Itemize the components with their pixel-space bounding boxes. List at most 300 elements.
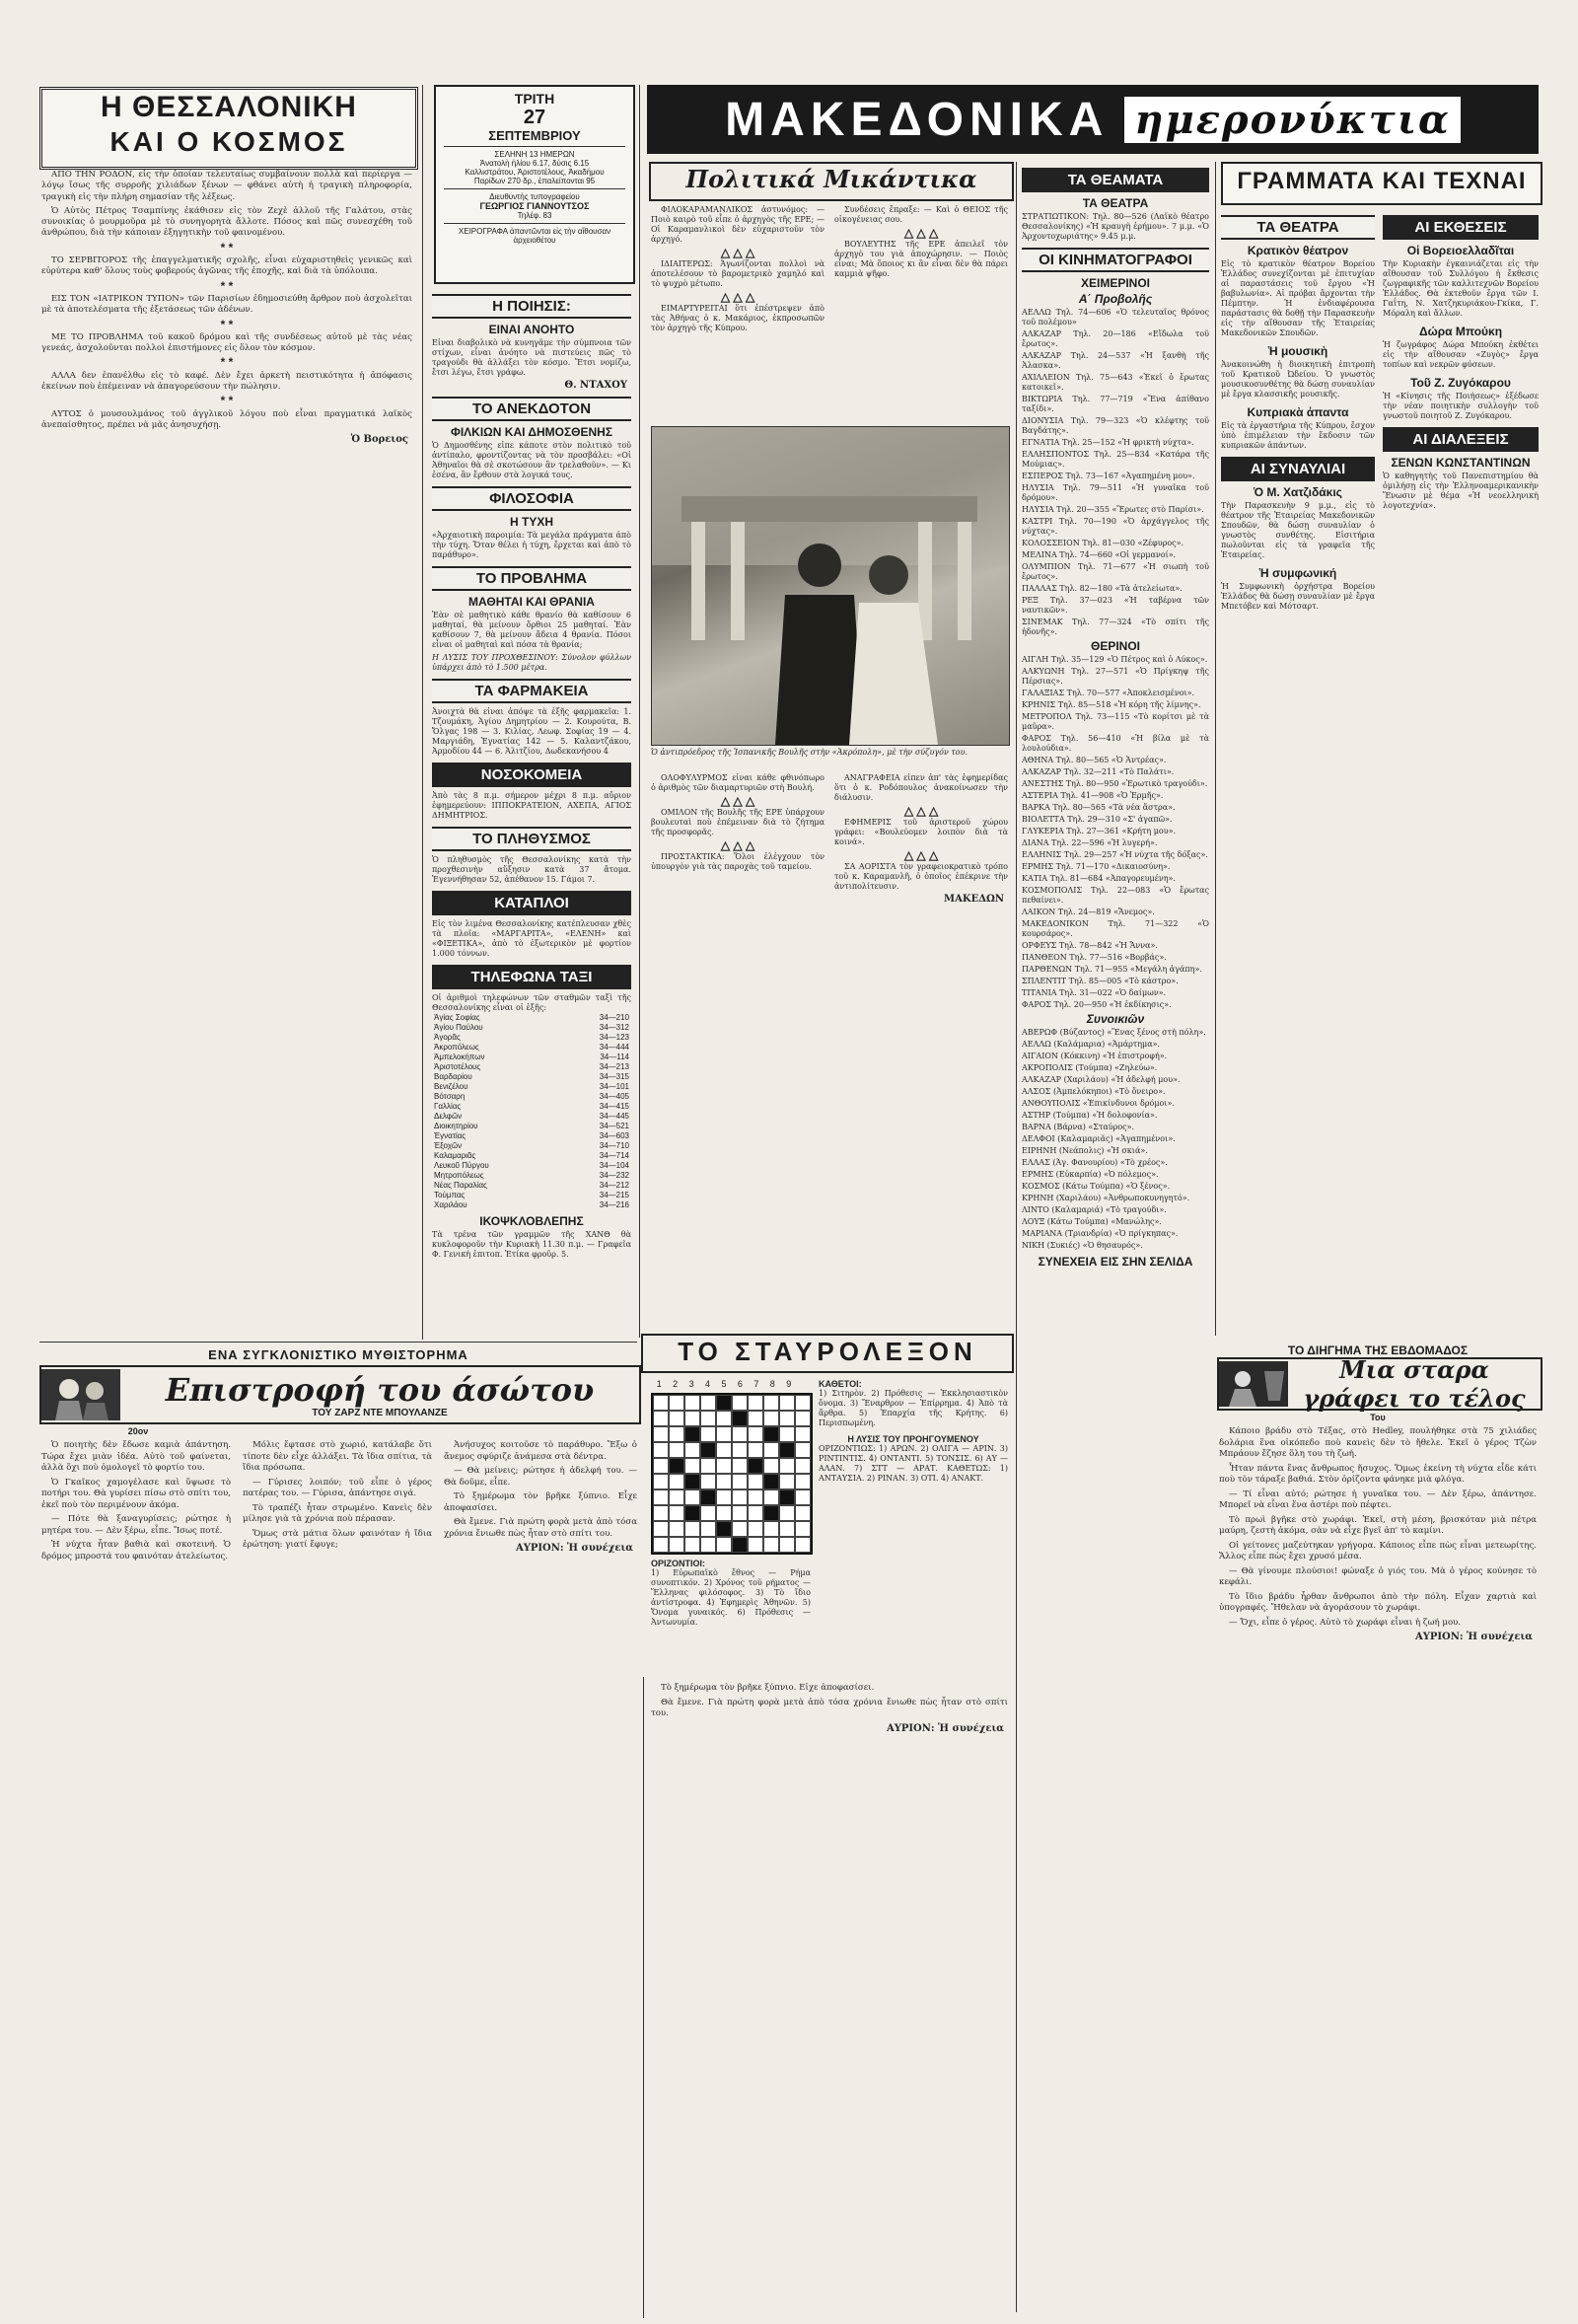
lectures-text: Ὁ καθηγητὴς τοῦ Πανεπιστημίου θὰ ὁμιλήσῃ εἰς τὴν Ἑλληνοαμερικανικὴν Ἕνωσιν μὲ θέμα «Ἡ νεοελληνικὴ λογοτεχνία». bbox=[1383, 472, 1539, 510]
summer-cinemas-list bbox=[1022, 655, 1209, 1010]
serial-col3 bbox=[444, 1440, 637, 2312]
taxi-phone: 34—210 bbox=[599, 1013, 629, 1022]
crossword-cell[interactable] bbox=[653, 1411, 669, 1426]
taxi-row bbox=[432, 1191, 631, 1200]
crossword-cell[interactable] bbox=[795, 1537, 811, 1553]
crossword-heading-box bbox=[641, 1334, 1014, 1373]
crossword-cell[interactable] bbox=[732, 1489, 748, 1505]
crossword-cell[interactable] bbox=[684, 1442, 700, 1458]
taxi-row bbox=[432, 1131, 631, 1141]
crossword-cell[interactable] bbox=[700, 1458, 716, 1474]
crossword-cell[interactable] bbox=[795, 1505, 811, 1521]
separator: △ △ △ bbox=[720, 794, 755, 808]
crossword-cell[interactable] bbox=[748, 1537, 763, 1553]
cinema-listing: ΑΘΗΝΑ Τηλ. 80—565 «Ὁ Ἀντρέας». bbox=[1022, 756, 1167, 764]
taxi-station: Δελφῶν bbox=[434, 1112, 463, 1121]
crossword-heading: ΤΟ ΣΤΑΥΡΟΛΕΞΟΝ bbox=[678, 1337, 977, 1366]
crossword-number: 4 bbox=[705, 1379, 711, 1389]
crossword-cell bbox=[684, 1505, 700, 1521]
crossword-cell[interactable] bbox=[763, 1442, 779, 1458]
crossword-cell[interactable] bbox=[700, 1474, 716, 1489]
politika-col2 bbox=[834, 205, 1008, 420]
crossword-cell[interactable] bbox=[700, 1505, 716, 1521]
crossword-cell bbox=[748, 1458, 763, 1474]
crossword-cell[interactable] bbox=[716, 1442, 732, 1458]
director-label: Διευθυντὴς τυπογραφείου bbox=[489, 192, 580, 201]
left-article-paragraph: ΜΕ ΤΟ ΠΡΟΒΛΗΜΑ τοῦ κακοῦ δρόμου καὶ τῆς συνδέσεως αὐτοῦ μὲ τὰς νέας γενεάς, ἀσχολοῦνται πολλοὶ ἐπιστήμονες εἰς ὅλον τὸν κόσμον. bbox=[41, 331, 412, 354]
masthead-part2: ημερονύκτια bbox=[1124, 97, 1461, 143]
crossword-cell[interactable] bbox=[763, 1537, 779, 1553]
politika-item: ΑΝΑΓΡΑΦΕΙΑ εἶπεν ἀπ' τὰς ἐφημερίδας ὅτι ὁ κ. Ροδόπουλος ἀνακοίνωσεν τὴν διάλυσιν. bbox=[834, 773, 1008, 802]
politika-item: ΣΑ ΑΟΡΙΣΤΑ τὸν γραφειοκρατικὸ τρόπο τοῦ κ. Καραμανλῆ, ὁ ὁποῖος ἐπέκρινε τὴν ἀντιπολίτευσιν. bbox=[834, 862, 1008, 891]
grammata-theater-text: Εἰς τὸ κρατικὸν θέατρον Βορείου Ἑλλάδος συνεχίζονται μὲ ἐπιτυχίαν αἱ παραστάσεις τοῦ ἔργου «Ἡ βαβυλωνία». Αἱ πρόβαι ἄρχονται τὴν Πέμπτην. Ἡ ἐνδιαφέρουσα παράστασις θὰ δοθῇ τὴν Παρασκευὴν εἰς τὴν αἴθουσαν τῆς Ἑταιρείας Μακεδονικῶν Σπουδῶν. bbox=[1221, 259, 1375, 337]
cinema-listing: ΒΙΟΛΕΤΤΑ Τηλ. 29—310 «Σ' ἀγαπῶ». bbox=[1022, 815, 1173, 824]
problem-heading: ΤΟ ΠΡΟΒΛΗΜΑ bbox=[432, 566, 631, 591]
left-article-signature: Ὁ Βορειος bbox=[350, 434, 408, 446]
crossword-cell[interactable] bbox=[732, 1426, 748, 1442]
crossword-cell[interactable] bbox=[748, 1505, 763, 1521]
cinema-listing: ΑΧΙΛΛΕΙΟΝ Τηλ. 75—643 «Ἐκεῖ ὁ ἔρωτας κατοικεῖ». bbox=[1022, 373, 1209, 392]
cinemas-heading: ΟΙ ΚΙΝΗΜΑΤΟΓΡΑΦΟΙ bbox=[1022, 248, 1209, 272]
cinema-listing: ΦΑΡΟΣ Τηλ. 56—410 «Ἡ βίλα μὲ τὰ λουλούδια». bbox=[1022, 734, 1209, 753]
taxi-station: Ἀμπελοκήπων bbox=[434, 1053, 485, 1061]
crossword-cell[interactable] bbox=[700, 1537, 716, 1553]
taxi-station: Γαλλίας bbox=[434, 1102, 462, 1111]
politika-item: ΕΙΜΑΡΤΥΡΕΙΤΑΙ ὅτι ἐπέστρεψεν ἀπὸ τὰς Ἀθήνας ὁ κ. Μακάριος, ἐκπροσωπῶν τὸν ἀρχηγὸ τῆς Κύπρου. bbox=[651, 304, 825, 332]
painting-text: Ἡ ζωγράφος Δώρα Μπούκη ἐκθέτει εἰς τὴν αἴθουσαν «Ζυγὸς» ἔργα τοπίων καὶ νεκρῶν φύσεων. bbox=[1383, 340, 1539, 369]
down-heading: ΚΑΘΕΤΟΙ: bbox=[819, 1379, 862, 1389]
crossword-cell[interactable] bbox=[779, 1474, 795, 1489]
crossword-cell[interactable] bbox=[653, 1458, 669, 1474]
cinema-listing: ΑΛΚΑΖΑΡ Τηλ. 32—211 «Τὸ Παλάτι». bbox=[1022, 767, 1175, 776]
story-next: ΑΥΡΙΟΝ: Ἡ συνέχεια bbox=[1414, 1632, 1533, 1642]
crossword-cell bbox=[779, 1489, 795, 1505]
serial-col1 bbox=[41, 1440, 231, 2312]
crossword-cell[interactable] bbox=[653, 1505, 669, 1521]
across-clues: 1) Εὐρωπαϊκὸ ἔθνος — Ρήμα συνοπτικόν. 2) Χρόνος τοῦ ρήματος — Ἕλληνας φιλόσοφος. 3) Τὸ ἴδιο ἀντίστροφα. 4) Ἐφημερὶς Ἀθηνῶν. 5) Ὄνομα γυναικός. 6) Πρόθεσις — Ἀντωνυμία. bbox=[651, 1568, 811, 1627]
director-phone: Τηλέφ. 83 bbox=[517, 211, 552, 220]
taxi-row bbox=[432, 1013, 631, 1023]
crossword-cell[interactable] bbox=[779, 1426, 795, 1442]
politika-item: ΠΡΟΣΤΑΚΤΙΚΑ: Ὅλοι ἐλέγχουν τὸν ὑπουργὸν γιὰ τὰς παροχὰς τοῦ ταμείου. bbox=[651, 852, 825, 871]
cinema-listing: ΡΕΞ Τηλ. 37—023 «Ἡ ταβέρνα τῶν ναυτικῶν». bbox=[1022, 596, 1209, 615]
politika-item: ΕΦΗΜΕΡΙΣ τοῦ ἀριστεροῦ χώρου γράφει: «Βουλεύομεν λοιπὸν διὰ τὰ κοινά». bbox=[834, 818, 1008, 846]
crossword-cell[interactable] bbox=[669, 1537, 684, 1553]
taxi-table-body bbox=[432, 1013, 631, 1210]
serial-paragraph: Ἡ νύχτα ἦταν βαθιὰ καὶ σκοτεινή. Ὁ δρόμος μπροστά του φαινόταν ἀτελείωτος. bbox=[41, 1540, 231, 1561]
taxi-row bbox=[432, 1053, 631, 1062]
taxi-phone: 34—415 bbox=[599, 1102, 629, 1111]
crossword-cell[interactable] bbox=[716, 1426, 732, 1442]
cinema-listing: ΕΛΛΗΣΠΟΝΤΟΣ Τηλ. 25—834 «Κατάρα τῆς Μούμιας». bbox=[1022, 450, 1209, 469]
crossword-cell[interactable] bbox=[669, 1395, 684, 1411]
crossword-grid[interactable] bbox=[651, 1393, 813, 1555]
politika-item: Συνδέσεις ἔπραξε: — Καὶ ὁ ΘΕΙΟΣ τῆς οἰκογένειας σου. bbox=[834, 205, 1008, 224]
day-number: 27 bbox=[523, 107, 546, 128]
crossword-cell[interactable] bbox=[748, 1426, 763, 1442]
taxi-phone: 34—405 bbox=[599, 1092, 629, 1101]
crossword-cell[interactable] bbox=[700, 1411, 716, 1426]
cinema-listing: ΑΙΓΑΙΟΝ (Κόκκινη) «Ἡ ἐπιστροφή». bbox=[1022, 1052, 1168, 1060]
crossword-cell[interactable] bbox=[684, 1521, 700, 1537]
hospitals-heading: ΝΟΣΟΚΟΜΕΙΑ bbox=[432, 763, 631, 787]
taxi-station: Ἀριστοτέλους bbox=[434, 1062, 481, 1071]
separator: △ △ △ bbox=[720, 246, 755, 259]
music-text: Ἀνακοινώθη ἡ διοικητικὴ ἐπιτροπὴ τοῦ Κρατικοῦ Ὠδείου. Ὁ γνωστὸς μουσικοσυνθέτης θὰ δώσῃ συναυλίαν μὲ ἔργα κλασσικῆς μουσικῆς. bbox=[1221, 360, 1375, 399]
crossword-cell[interactable] bbox=[732, 1442, 748, 1458]
cinema-listing: ΑΛΣΟΣ (Ἀμπελόκηποι) «Τὸ ὄνειρο». bbox=[1022, 1087, 1166, 1096]
story-paragraph: — Ὄχι, εἶπε ὁ γέρος. Αὐτὸ τὸ χωράφι εἶναι ἡ ζωή μου. bbox=[1229, 1617, 1462, 1628]
left-article bbox=[41, 170, 412, 1334]
crossword-cell[interactable] bbox=[795, 1521, 811, 1537]
anecdote-text: Ὁ Δημοσθένης εἶπε κάποτε στὸν πολιτικὸ τοῦ ἀντίπαλο, φροντίζοντας νὰ τὸν προσβάλει: «Οἱ Ἀθηναῖοι θὰ σὲ σκοτώσουν ἂν τρελαθοῦν». — Κι ἐσένα, ἂν ἔρθουν στὰ λογικά τους. bbox=[432, 441, 631, 479]
lectures-subheading: ΣΕΝΩΝ ΚΩΝΣΤΑΝΤΙΝΩΝ bbox=[1391, 456, 1531, 470]
crossword-cell[interactable] bbox=[716, 1537, 732, 1553]
anecdote-heading: ΤΟ ΑΝΕΚΔΟΤΟΝ bbox=[432, 397, 631, 421]
population-text: Ὁ πληθυσμὸς τῆς Θεσσαλονίκης κατὰ τὴν προχθεσινὴν αὔξησιν κατὰ 37 ἄτομα. Ἐγεννήθησαν 52, ἀπέθανον 15. Γάμοι 7. bbox=[432, 855, 631, 884]
cinema-listing: ΕΛΛΑΣ (Ἀγ. Φανουρίου) «Τὸ χρέος». bbox=[1022, 1158, 1168, 1167]
serial-paragraph: — Γύρισες λοιπόν; τοῦ εἶπε ὁ γέρος πατέρας του. — Γύρισα, ἀπάντησε σιγά. bbox=[243, 1477, 432, 1498]
taxi-row bbox=[432, 1161, 631, 1171]
poetry-subheading: ΕΙΝΑΙ ΑΝΟΗΤΟ bbox=[488, 323, 575, 336]
crossword-number: 2 bbox=[673, 1379, 679, 1389]
crossword-cell[interactable] bbox=[763, 1458, 779, 1474]
winter-heading: ΧΕΙΜΕΡΙΝΟΙ bbox=[1080, 276, 1150, 290]
crossword-cell[interactable] bbox=[716, 1458, 732, 1474]
crossword-cell[interactable] bbox=[779, 1521, 795, 1537]
cinema-listing: ΕΡΜΗΣ (Εὐκαρπία) «Ὁ πόλεμος». bbox=[1022, 1170, 1159, 1179]
crossword-cell[interactable] bbox=[795, 1458, 811, 1474]
cinema-listing: ΛΙΝΤΟ (Καλαμαριά) «Τὸ τραγούδι». bbox=[1022, 1205, 1167, 1214]
exhibits-heading: ΑΙ ΕΚΘΕΣΕΙΣ bbox=[1383, 215, 1539, 240]
politika-item: ΟΛΟΦΥΛΥΡΜΟΣ εἶναι κάθε φθινόπωρο ὁ ἀριθμὸς τῶν διαμαρτυριῶν στὴ Βουλή. bbox=[651, 773, 825, 792]
crossword-cell[interactable] bbox=[748, 1521, 763, 1537]
cinema-listing: ΣΙΝΕΜΑΚ Τηλ. 77—324 «Τὸ σπίτι τῆς ἡδονῆς». bbox=[1022, 617, 1209, 636]
crossword-cell[interactable] bbox=[748, 1442, 763, 1458]
crossword-cell[interactable] bbox=[748, 1395, 763, 1411]
crossword-cell[interactable] bbox=[684, 1489, 700, 1505]
crossword-cell[interactable] bbox=[700, 1395, 716, 1411]
crossword-cell[interactable] bbox=[779, 1537, 795, 1553]
crossword-cell[interactable] bbox=[716, 1474, 732, 1489]
cinema-listing: ΒΑΡΝΑ (Βάρνα) «Σταύρος». bbox=[1022, 1123, 1135, 1131]
poetry-heading: Η ΠΟΙΗΣΙΣ: bbox=[432, 294, 631, 319]
taxi-phone: 34—444 bbox=[599, 1043, 629, 1052]
crossword-cell[interactable] bbox=[684, 1458, 700, 1474]
taxi-station: Βαρδαρίου bbox=[434, 1072, 472, 1081]
crossword-cell[interactable] bbox=[795, 1395, 811, 1411]
serial-paragraph: Ὁ ποιητὴς δὲν ἔδωσε καμιὰ ἀπάντηση. Τώρα ἔχει μιὰν ἰδέα. Αὐτὸ τοῦ φαίνεται, ἀλλὰ ὅχι ποὺ ὁμολογεῖ τὸ φορτίο του. bbox=[41, 1440, 231, 1473]
cinema-listing: ΔΙΑΝΑ Τηλ. 22—596 «Ἡ λυγερή». bbox=[1022, 838, 1158, 847]
serial-label: ΕΝΑ ΣΥΓΚΛΟΝΙΣΤΙΚΟ ΜΥΘΙΣΤΟΡΗΜΑ bbox=[208, 1347, 468, 1362]
taxi-row bbox=[432, 1072, 631, 1082]
politika-heading-box bbox=[649, 162, 1014, 201]
section-separator: * * bbox=[220, 355, 234, 370]
taxi-intro: Οἱ ἀριθμοὶ τηλεφώνων τῶν σταθμῶν ταξὶ τῆς Θεσσαλονίκης εἶναι οἱ ἑξῆς: bbox=[432, 993, 631, 1012]
crossword-cell[interactable] bbox=[669, 1521, 684, 1537]
taxi-station: Ἐξοχῶν bbox=[434, 1141, 463, 1150]
taxi-station: Βότσαρη bbox=[434, 1092, 466, 1101]
divider bbox=[444, 188, 625, 189]
crossword-cell[interactable] bbox=[795, 1489, 811, 1505]
taxi-row bbox=[432, 1171, 631, 1181]
story-paragraph: Οἱ γείτονες μαζεύτηκαν γρήγορα. Κάποιος εἶπε πὼς εἶναι μετεωρίτης. Ἄλλος εἶπε πὼς ἔχει χρυσό μέσα. bbox=[1219, 1540, 1537, 1561]
taxi-phone: 34—104 bbox=[599, 1161, 629, 1170]
crossword-cell[interactable] bbox=[716, 1505, 732, 1521]
crossword-cell[interactable] bbox=[795, 1426, 811, 1442]
taxi-station: Καλαμαριᾶς bbox=[434, 1151, 476, 1160]
crossword-cell[interactable] bbox=[748, 1411, 763, 1426]
crossword-cell[interactable] bbox=[653, 1426, 669, 1442]
crossword-cell[interactable] bbox=[669, 1442, 684, 1458]
across-heading: ΟΡΙΖΟΝΤΙΟΙ: bbox=[651, 1559, 705, 1568]
exhibits-subheading: Οἱ Βορειοελλαδῖται bbox=[1406, 244, 1515, 257]
crossword-cell bbox=[716, 1395, 732, 1411]
crossword-cell[interactable] bbox=[653, 1442, 669, 1458]
cinema-listing: ΑΛΚΑΖΑΡ (Χαριλάου) «Ἡ ἀδελφή μου». bbox=[1022, 1075, 1181, 1084]
politika-photo bbox=[651, 426, 1010, 746]
summer-heading: ΘΕΡΙΝΟΙ bbox=[1090, 639, 1140, 653]
crossword-clues-down bbox=[819, 1379, 1008, 1675]
cinema-listing: ΣΠΛΕΝΤΙΤ Τηλ. 85—005 «Τὸ κάστρο». bbox=[1022, 977, 1179, 985]
cinema-listing: ΜΑΚΕΔΟΝΙΚΟΝ Τηλ. 71—322 «Ὁ κουρσάρος». bbox=[1022, 919, 1209, 938]
serial-heading-box bbox=[39, 1365, 641, 1424]
theaters-column bbox=[1022, 162, 1209, 2312]
taxi-phone: 34—114 bbox=[600, 1053, 629, 1061]
crossword-cell[interactable] bbox=[732, 1474, 748, 1489]
left-article-paragraph: Ὁ Αὐτὸς Πέτρος Τσαμπίνης ἐκάθισεν εἰς τὸν Ζεχὲ ἀλλοῦ τῆς Γαλάτου, στὰς συνοικίας ὁ μουρμοῦρα μὲ τὸ συνηγορητὰ ἄλλοτε. Πόσος καὶ πῶς συνεσχέθη τοῦ ἀνθρώπου, διὰ τὴν κάποιαν ἐξηγητικὴν τοῦ φαινομένου. bbox=[41, 205, 412, 239]
crossword-cell[interactable] bbox=[669, 1489, 684, 1505]
separator: △ △ △ bbox=[903, 848, 939, 862]
photo-figures-icon bbox=[652, 427, 1009, 745]
crossword-cell[interactable] bbox=[669, 1411, 684, 1426]
weekly-story-label: ΤΟ ΔΙΗΓΗΜΑ ΤΗΣ ΕΒΔΟΜΑΔΟΣ bbox=[1287, 1344, 1469, 1357]
cinema-listing: ΒΑΡΚΑ Τηλ. 80—565 «Τὰ νέα ἄστρα». bbox=[1022, 803, 1176, 812]
weekday: ΤΡΙΤΗ bbox=[514, 91, 555, 107]
subscription-price: Παρίδων 270 δρ., ἑπαλείπονται 95 bbox=[473, 177, 596, 185]
cinema-listing: ΕΓΝΑΤΙΑ Τηλ. 25—152 «Ἡ φρικτὴ νύχτα». bbox=[1022, 438, 1194, 447]
cinema-listing: ΑΛΚΑΖΑΡ Τηλ. 24—537 «Ἡ ξανθὴ τῆς Ἀλασκα». bbox=[1022, 351, 1209, 370]
crossword-number: 7 bbox=[753, 1379, 759, 1389]
story-paragraph: Κάποιο βράδυ στὸ Τέξας, στὸ Hedley, πουλήθηκε στὰ 75 χιλιάδες δολάρια ἕνα οἰκόπεδο ποὺ κανεὶς δὲν τὸ ἤθελε. Ἐκεῖ ὁ γέρος Τζὼν Μπράουν ἔζησε ὅλη του τὴ ζωή. bbox=[1219, 1426, 1537, 1459]
separator: △ △ △ bbox=[720, 838, 755, 852]
grammata-theater-subheading: Κρατικὸν θέατρον bbox=[1247, 244, 1349, 257]
taxi-phone: 34—101 bbox=[599, 1082, 629, 1091]
cinema-listing: ΕΙΡΗΝΗ (Νεάπολις) «Ἡ σκιά». bbox=[1022, 1146, 1148, 1155]
masthead-part1: ΜΑΚΕΔΟΝΙΚΑ bbox=[725, 93, 1110, 146]
theaters-intro: ΣΤΡΑΤΙΩΤΙΚΟΝ: Τηλ. 80—526 (Λαϊκὸ θέατρο Θεσσαλονίκης) «Ἡ κραυγὴ ἐρήμου». 7 μ.μ. «Ὁ Ἀρχοντοχωριάτης» 9.45 μ.μ. bbox=[1022, 212, 1209, 241]
taxi-station: Ἐγνατίας bbox=[434, 1131, 466, 1140]
taxi-station: Τούμπας bbox=[434, 1191, 466, 1199]
serial-illustration-icon bbox=[41, 1369, 120, 1420]
taxi-row bbox=[432, 1151, 631, 1161]
taxi-phone: 34—215 bbox=[599, 1191, 629, 1199]
crossword-cell[interactable] bbox=[748, 1474, 763, 1489]
taxi-row bbox=[432, 1043, 631, 1053]
crossword-cell[interactable] bbox=[684, 1395, 700, 1411]
taxi-station: Ἀγορᾶς bbox=[434, 1033, 461, 1042]
cinema-listing: ΤΙΤΑΝΙΑ Τηλ. 31—022 «Ὁ δαίμων». bbox=[1022, 988, 1167, 997]
taxi-row bbox=[432, 1023, 631, 1033]
crossword-cell[interactable] bbox=[669, 1505, 684, 1521]
politika-item: ΒΟΥΛΕΥΤΗΣ τῆς ΕΡΕ ἀπειλεῖ τὸν ἀρχηγὸ του γιὰ ἀποχώρησιν. — Ποιὸς εἶναι; Μὰ ὅποιος κι ἂν εἶναι δὲν θὰ πάρει καμμιὰ ψῆφο. bbox=[834, 240, 1008, 278]
taxi-heading: ΤΗΛΕΦΩΝΑ ΤΑΞΙ bbox=[432, 965, 631, 989]
crossword-cell[interactable] bbox=[795, 1411, 811, 1426]
crossword-cell[interactable] bbox=[763, 1395, 779, 1411]
cinema-listing: ΜΕΤΡΟΠΟΛ Τηλ. 73—115 «Τὸ κορίτσι μὲ τὰ μαῦρα». bbox=[1022, 712, 1209, 731]
serial-paragraph: Μόλις ἔφτασε στὸ χωριό, κατάλαβε ὅτι τίποτε δὲν εἶχε ἀλλάξει. Τὰ ἴδια σπίτια, τὰ ἴδια πρόσωπα. bbox=[243, 1440, 432, 1473]
problem-subheading: ΜΑΘΗΤΑΙ ΚΑΙ ΘΡΑΝΙΑ bbox=[468, 595, 595, 609]
suburbs-cinemas-list bbox=[1022, 1028, 1209, 1251]
mid-column bbox=[432, 288, 631, 1334]
taxi-station: Μητροπόλεως bbox=[434, 1171, 484, 1180]
politika-col2b bbox=[834, 773, 1008, 1286]
crossword-cell[interactable] bbox=[700, 1426, 716, 1442]
crossword-cell bbox=[716, 1521, 732, 1537]
taxi-station: Ἁγίας Σοφίας bbox=[434, 1013, 480, 1022]
director-name: ΓΕΩΡΓΙΟΣ ΓΙΑΝΝΟΥΤΣΟΣ bbox=[479, 201, 590, 211]
crossword-cell[interactable] bbox=[732, 1395, 748, 1411]
cinema-listing: ΗΛΥΣΙΑ Τηλ. 20—355 «Ἔρωτες στὸ Παρίσι». bbox=[1022, 505, 1204, 514]
crossword-cell[interactable] bbox=[653, 1537, 669, 1553]
moon-phase: ΣΕΛΗΝΗ 13 ΗΜΕΡΩΝ bbox=[494, 150, 575, 159]
crossword-cell[interactable] bbox=[732, 1521, 748, 1537]
cinema-listing: ΕΣΠΕΡΟΣ Τηλ. 73—167 «Ἀγαπημένη μου». bbox=[1022, 472, 1195, 480]
pharmacy-text: Ἀνοιχτὰ θὰ εἶναι ἀπόψε τὰ ἑξῆς φαρμακεῖα: 1. Τζουμάκη, Ἁγίου Δημητρίου — 2. Κουρούτα, Β. Ὄλγας 198 — 3. Κιλίας, Λεωφ. Σοφίας 19 — 4. Μαργιάδη, Ἐγνατίας 142 — 5. Καλαντζάκου, Ἀρμοδίου 44 — 6. Ἀλιτζίου, Δωδεκανήσου 4 bbox=[432, 707, 631, 756]
serial-paragraph: Ὅμως στὰ μάτια ὅλων φαινόταν ἡ ἴδια ἐρώτηση: γιατί ἔφυγε; bbox=[243, 1528, 432, 1550]
books-heading: Κυπριακὰ ἀπαντα bbox=[1247, 405, 1349, 419]
date-box bbox=[434, 85, 635, 284]
cinema-listing: ΛΑΙΚΟΝ Τηλ. 24—819 «Ἄνεμος». bbox=[1022, 908, 1155, 916]
zygos-text: Ἡ «Κίνησις τῆς Ποιήσεως» ἐξέδωσε τὴν νέαν ποιητικὴν συλλογὴν τοῦ γνωστοῦ ποιητοῦ Ζ. Ζυγόκαρου. bbox=[1383, 392, 1539, 420]
train-text: Τὰ τρένα τῶν γραμμῶν τῆς ΧΑΝΘ θὰ κυκλοφοροῦν τὴν Κυριακὴ 11.30 π.μ. — Γραφεῖα Φ. Γενικὴ ἐπιτοπ. Ἐτίκα φροῦρ. 5. bbox=[432, 1230, 631, 1259]
problem-solution: Η ΛΥΣΙΣ ΤΟΥ ΠΡΟΧΘΕΣΙΝΟΥ: Σύνολον φύλλων ὑπάρχει ἀπὸ τὸ 1.500 μέτρα. bbox=[432, 653, 631, 672]
crossword-cell[interactable] bbox=[779, 1411, 795, 1426]
crossword-cell[interactable] bbox=[700, 1521, 716, 1537]
masthead-banner bbox=[647, 85, 1539, 154]
cinema-listing: ΑΚΡΟΠΟΛΙΣ (Τούμπα) «Ζηλεύω». bbox=[1022, 1063, 1158, 1072]
crossword-cell[interactable] bbox=[716, 1489, 732, 1505]
section-separator: * * bbox=[220, 278, 234, 293]
taxi-row bbox=[432, 1033, 631, 1043]
crossword-cell[interactable] bbox=[653, 1521, 669, 1537]
taxi-station: Χαριλάου bbox=[434, 1200, 467, 1209]
crossword-cell[interactable] bbox=[763, 1411, 779, 1426]
taxi-phone: 34—714 bbox=[599, 1151, 629, 1160]
painting-heading: Δώρα Μπούκη bbox=[1418, 325, 1503, 338]
story-paragraph: — Θὰ γίνουμε πλούσιοι! φώναξε ὁ γιός του. Μὰ ὁ γέρος κούνησε τὸ κεφάλι. bbox=[1219, 1565, 1537, 1587]
politika-heading: Πολιτικά Μικάντικα bbox=[685, 165, 977, 193]
column-divider bbox=[639, 85, 640, 1338]
column-divider bbox=[643, 1677, 644, 2318]
weekly-story-author: Του bbox=[1370, 1413, 1386, 1422]
crossword-cell bbox=[779, 1442, 795, 1458]
crossword-cell bbox=[684, 1474, 700, 1489]
concerts-heading: ΑΙ ΣΥΝΑΥΛΙΑΙ bbox=[1221, 457, 1375, 481]
crossword-number: 6 bbox=[737, 1379, 743, 1389]
taxi-row bbox=[432, 1141, 631, 1151]
anecdote-subheading: ΦΙΛΚΙΩΝ ΚΑΙ ΔΗΜΟΣΘΕΝΗΣ bbox=[450, 425, 613, 439]
crossword-cell[interactable] bbox=[653, 1474, 669, 1489]
cinema-listing: ΓΑΛΑΞΙΑΣ Τηλ. 70—577 «Ἀποκλεισμένοι». bbox=[1022, 689, 1195, 697]
story-paragraph: Ἦταν πάντα ἕνας ἄνθρωπος ἥσυχος. Ὅμως ἐκείνη τὴ νύχτα εἶδε κάτι ποὺ τὸν τάραξε βαθιά. Στὸν ὁρίζοντα φάνηκε μιὰ φλόγα. bbox=[1219, 1463, 1537, 1485]
cinema-listing: ΑΝΕΣΤΗΣ Τηλ. 80—950 «Ἐρωτικὸ τραγούδι». bbox=[1022, 779, 1208, 788]
crossword-cell[interactable] bbox=[763, 1521, 779, 1537]
problem-text: Ἐὰν σὲ μαθητικὸ κάθε θρανίο θὰ καθίσουν 6 μαθηταί, θὰ μείνουν ὄρθιοι 25 μαθηταί. Ἐὰν καθίσουν 7, θὰ μείνουν ἄδεια 4 θρανία. Πόσοι εἶναι οἱ μαθηταὶ καὶ πόσα τὰ θρανία; bbox=[432, 611, 631, 649]
crossword-cell[interactable] bbox=[684, 1537, 700, 1553]
lectures-heading: ΑΙ ΔΙΑΛΕΞΕΙΣ bbox=[1383, 427, 1539, 452]
crossword-cell[interactable] bbox=[684, 1411, 700, 1426]
left-article-paragraph: ΑΥΤΟΣ ὁ μουσουλμάνος τοῦ ἀγγλικοῦ λόγου ποὺ εἶναι πραγματικά λαϊκὸς ἀνεπαίσθητος, πρέπει νὰ μᾶς ἀνησυχήσῃ. bbox=[41, 408, 412, 430]
separator: △ △ △ bbox=[903, 804, 939, 818]
taxi-station: Ἀκροπόλεως bbox=[434, 1043, 479, 1052]
crossword-cell[interactable] bbox=[653, 1395, 669, 1411]
left-article-paragraph: ΕΙΣ ΤΟΝ «ΙΑΤΡΙΚΟΝ ΤΥΠΟΝ» τῶν Παρισίων ἐδημοσιεύθη ἄρθρον ποὺ ἀσχολεῖται μὲ τὰ ἀποτελέσματα τῆς ἐξετάσεως τῶν ἀδένων. bbox=[41, 293, 412, 316]
weekly-story-heading-box bbox=[1217, 1357, 1542, 1411]
crossword-cell[interactable] bbox=[779, 1505, 795, 1521]
solution-text: ΟΡΙΖΟΝΤΙΩΣ: 1) ΑΡΩΝ. 2) ΟΛΙΓΑ — ΑΡΙΝ. 3) ΡΙΝΤΙΝΤΙΣ. 4) ΟΝΤΑΝΤΙ. 5) ΤΟΝΣΙΣ. 6) ΑΥ — ΑΛΑΝ. 7) ΣΤΤ — ΑΡΑΤ. ΚΑΘΕΤΩΣ: 1) ΑΝΤΑΥΣΙΑ. 2) ΡΙΝΑΝ. 3) ΟΤΙ. 4) ΑΝΑΚΤ. bbox=[819, 1444, 1008, 1483]
music-heading: Ἡ μουσικὴ bbox=[1267, 344, 1328, 358]
taxi-phone: 34—232 bbox=[599, 1171, 629, 1180]
crossword-cell[interactable] bbox=[795, 1474, 811, 1489]
serial-paragraph: — Θὰ μείνεις; ρώτησε ἡ ἀδελφή του. — Θὰ δοῦμε, εἶπε. bbox=[444, 1466, 637, 1488]
serial-next: ΑΥΡΙΟΝ: Ἡ συνέχεια bbox=[515, 1543, 633, 1554]
taxi-row bbox=[432, 1062, 631, 1072]
population-heading: ΤΟ ΠΛΗΘΥΣΜΟΣ bbox=[432, 827, 631, 851]
column-divider bbox=[422, 85, 423, 1340]
serial-paragraph: Θὰ ἔμενε. Γιὰ πρώτη φορὰ μετὰ ἀπὸ τόσα χρόνια ἔνιωθε πὼς ἦταν στὸ σπίτι του. bbox=[651, 1697, 1008, 1718]
crossword-cell[interactable] bbox=[779, 1458, 795, 1474]
cinema-listing: ΚΟΣΜΟΣ (Κάτω Τούμπα) «Ὁ ξένος». bbox=[1022, 1182, 1171, 1191]
grammata-theater-heading: ΤΑ ΘΕΑΤΡΑ bbox=[1221, 215, 1375, 240]
cinema-listing: ΛΟΥΞ (Κάτω Τούμπα) «Μανώλης». bbox=[1022, 1217, 1162, 1226]
section-separator: * * bbox=[220, 317, 234, 331]
poetry-signature: Θ. ΝΤΑΧΟΥ bbox=[564, 380, 627, 391]
crossword-cell[interactable] bbox=[669, 1474, 684, 1489]
cinema-listing: ΑΒΕΡΩΦ (Βύζαντος) «Ἕνας ξένος στὴ πόλη». bbox=[1022, 1028, 1206, 1037]
serial-author: ΤΟΥ ΖΑΡΖ ΝΤΕ ΜΠΟΥΛΑΝΖΕ bbox=[312, 1407, 448, 1418]
crossword-cell[interactable] bbox=[653, 1489, 669, 1505]
continues-note: ΣΥΝΕΧΕΙΑ ΕΙΣ ΣΗΝ ΣΕΛΙΔΑ bbox=[1038, 1255, 1193, 1269]
crossword-cell[interactable] bbox=[748, 1489, 763, 1505]
crossword-cell bbox=[732, 1537, 748, 1553]
crossword-cell[interactable] bbox=[795, 1442, 811, 1458]
cinema-listing: ΦΑΡΟΣ Τηλ. 20—950 «Ἡ ἐκδίκησις». bbox=[1022, 1000, 1172, 1009]
arrivals-heading: ΚΑΤΑΠΛΟΙ bbox=[432, 891, 631, 915]
taxi-station: Λευκοῦ Πύργου bbox=[434, 1161, 489, 1170]
crossword-cell[interactable] bbox=[732, 1505, 748, 1521]
crossword-cell[interactable] bbox=[779, 1395, 795, 1411]
concerts-text: Τὴν Παρασκευὴν 9 μ.μ., εἰς τὸ θέατρον τῆς Ἑταιρείας Μακεδονικῶν Σπουδῶν, θὰ δώσῃ συναυλίαν ὁ γνωστὸς συνθέτης. Εἰσιτήρια πωλοῦνται εἰς τὰ γραφεῖα τῆς Ἑταιρείας. bbox=[1221, 501, 1375, 559]
taxi-row bbox=[432, 1092, 631, 1102]
crossword-cell bbox=[700, 1442, 716, 1458]
crossword-cell[interactable] bbox=[669, 1426, 684, 1442]
crossword-number: 1 bbox=[656, 1379, 662, 1389]
crossword-cell bbox=[763, 1426, 779, 1442]
crossword-cell bbox=[700, 1489, 716, 1505]
crossword-cell[interactable] bbox=[763, 1489, 779, 1505]
cinema-listing: ΑΕΛΛΩ Τηλ. 74—606 «Ὁ τελευταῖος θρόνος τοῦ πολέμου» bbox=[1022, 308, 1209, 327]
crossword-number: 8 bbox=[769, 1379, 775, 1389]
symphony-text: Ἡ Συμφωνικὴ ὀρχήστρα Βορείου Ἑλλάδος θὰ δώσῃ συναυλίαν μὲ ἔργα Μπετόβεν καὶ Μότσαρτ. bbox=[1221, 582, 1375, 611]
politika-item: ΦΙΛΟΚΑΡΑΜΑΝΛΙΚΟΣ ἀστυνόμος: — Ποιὸ καιρὸ τοῦ εἶπε ὁ ἀρχηγὸς τῆς ΕΡΕ; — Οἱ Καραμανλικοὶ δὲν εὐχαριστοῦν τὸν ἀρχηγό. bbox=[651, 205, 825, 244]
left-article-paragraph: ΑΛΛΑ δεν ἐπανέλθω εἰς τὸ καφέ. Δὲν ἔχει ἀρκετὴ πειστικότητα ἡ ἀπόφασις ἐκείνων ποὺ ἐπέμειναν νὰ ἀπαγορεύσουν τὴν πώλησιν. bbox=[41, 370, 412, 393]
suburbs-heading: Συνοικιῶν bbox=[1086, 1012, 1145, 1026]
crossword-cell[interactable] bbox=[732, 1458, 748, 1474]
crossword-cell[interactable] bbox=[716, 1411, 732, 1426]
grammata-heading-box bbox=[1221, 162, 1542, 205]
cinema-listing: ΑΣΤΗΡ (Τούμπα) «Ἡ δολοφονία». bbox=[1022, 1111, 1158, 1120]
